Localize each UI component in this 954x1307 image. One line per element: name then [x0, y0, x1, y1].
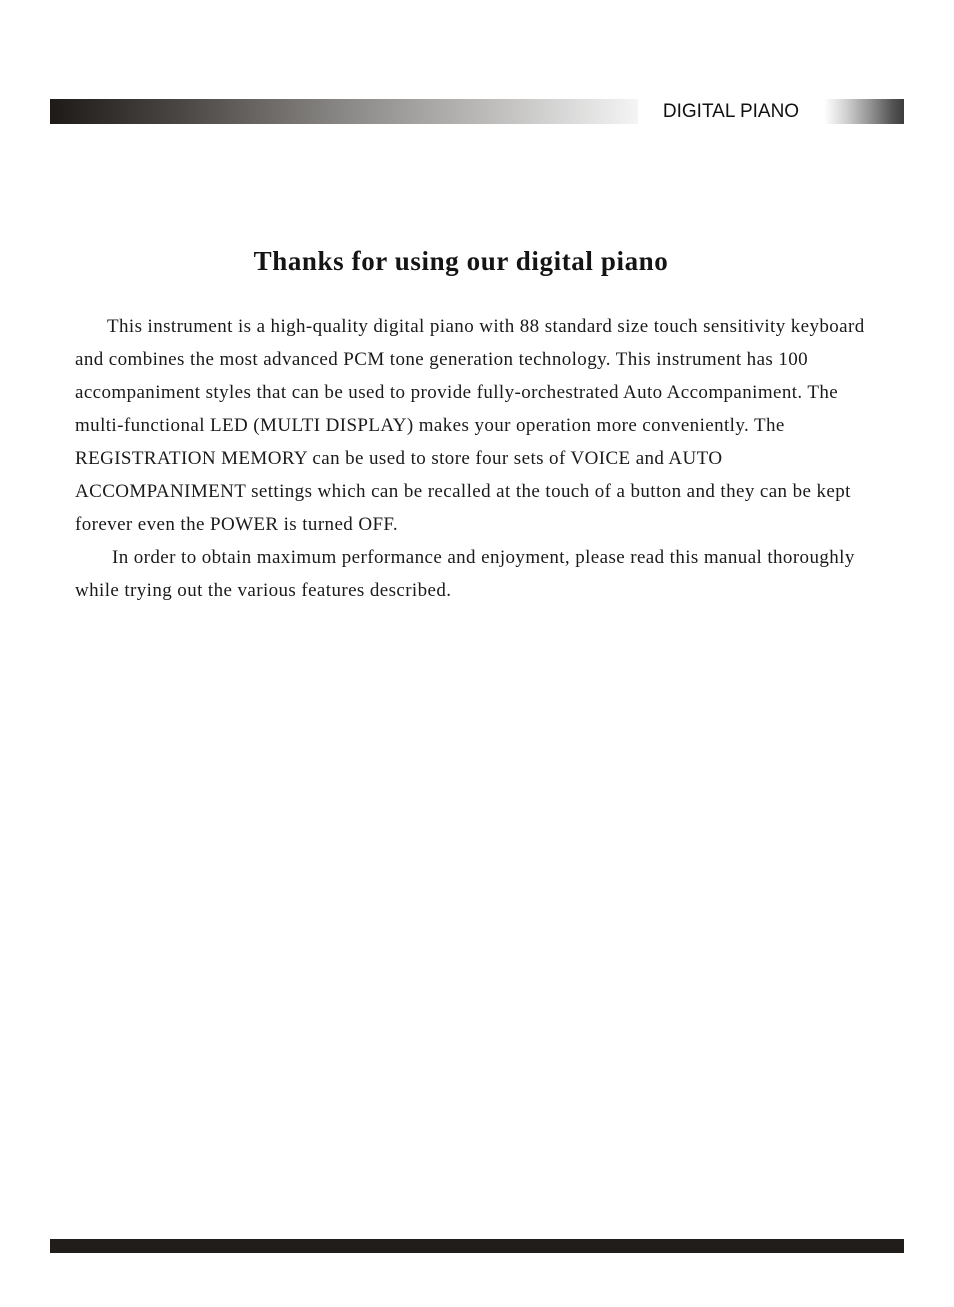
- document-body: [75, 310, 875, 607]
- page-title: Thanks for using our digital piano: [253, 246, 669, 276]
- header-bar: [50, 99, 904, 124]
- paragraph-instructions: In order to obtain maximum performance and enjoyment, please read this manual thoroughly while trying out the various features described.: [75, 547, 855, 601]
- header-title: DIGITAL PIANO: [662, 101, 800, 122]
- paragraph-intro: This instrument is a high-quality digital piano with 88 standard size touch sensitivity keyboard and combines the most advanced PCM tone generation technology. This instrument has 100 accompaniment styles that can be used to provide fully-orchestrated Auto Accompaniment. The multi-functional LED (MULTI DISPLAY) makes your operation more conveniently. The REGISTRATION MEMORY can be used to store four sets of VOICE and AUTO ACCOMPANIMENT settings which can be recalled at the touch of a button and they can be kept forever even the POWER is turned OFF.: [75, 316, 865, 535]
- footer-bar: [50, 1239, 904, 1253]
- header-gradient-strip: [50, 99, 638, 124]
- header-end-strip: [824, 99, 904, 124]
